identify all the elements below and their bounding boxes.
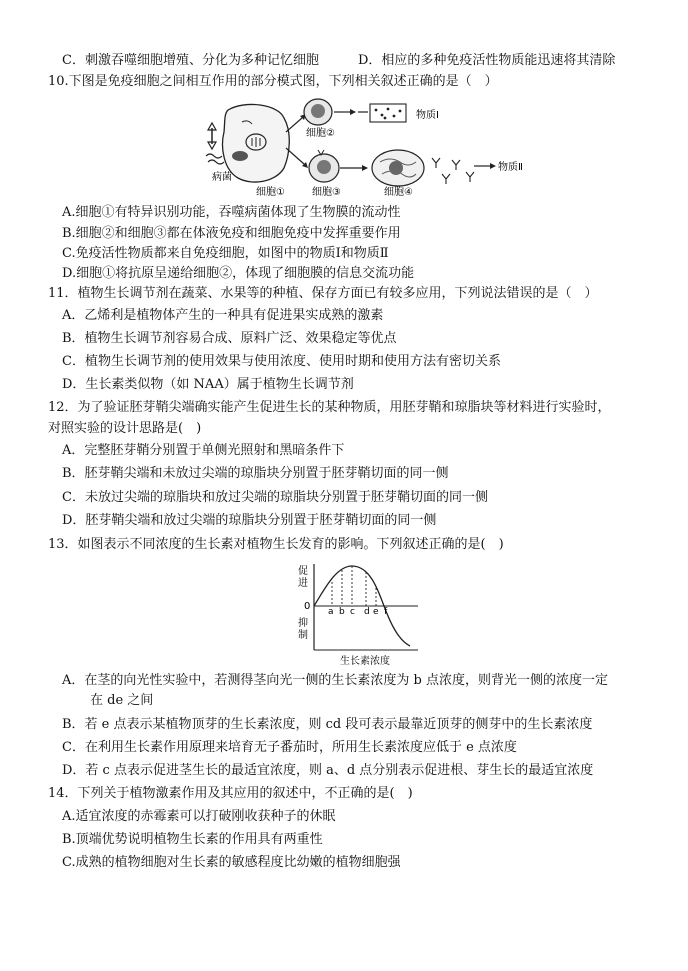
q12-option-d: D．胚芽鞘尖端和放过尖端的琼脂块分别置于胚芽鞘切面的同一侧 (62, 513, 437, 528)
point-c: c (350, 607, 355, 617)
q14-option-a: A.适宜浓度的赤霉素可以打破刚收获种子的休眠 (62, 809, 336, 824)
q10-stem: 10.下图是免疫细胞之间相互作用的部分模式图，下列相关叙述正确的是（ ） (48, 74, 498, 89)
y-label-promote-2: 进 (298, 578, 308, 589)
q11-option-d: D．生长素类似物（如 NAA）属于植物生长调节剂 (62, 377, 354, 392)
q13-option-d: D．若 c 点表示促进茎生长的最适宜浓度，则 a、d 点分别表示促进根、芽生长的最适宜浓度 (62, 763, 594, 778)
q12-option-b: B．胚芽鞘尖端和未放过尖端的琼脂块分别置于胚芽鞘切面的同一侧 (62, 466, 449, 481)
auxin-response-graph (290, 562, 430, 670)
cell-1-macrophage (223, 104, 290, 182)
q13-stem: 13．如图表示不同浓度的生长素对植物生长发育的影响。下列叙述正确的是( ) (48, 537, 504, 552)
point-e: e (373, 607, 379, 617)
q13-option-a-line-1: A．在茎的向光性实验中，若测得茎向光一侧的生长素浓度为 b 点浓度，则背光一侧的浓度一定 (62, 673, 608, 688)
y-zero-label: 0 (304, 601, 311, 612)
q13-option-b: B．若 e 点表示某植物顶芽的生长素浓度，则 cd 段可表示最靠近顶芽的侧芽中的生长素浓度 (62, 717, 593, 732)
point-d: d (364, 607, 370, 617)
label-bacteria: 病菌 (212, 172, 232, 183)
q11-option-a: A．乙烯利是植物体产生的一种具有促进果实成熟的激素 (62, 308, 384, 323)
point-a: a (328, 607, 334, 617)
q10-option-d: D.细胞①将抗原呈递给细胞②，体现了细胞膜的信息交流功能 (62, 266, 415, 281)
q14-stem: 14．下列关于植物激素作用及其应用的叙述中，不正确的是( ) (48, 786, 413, 801)
q9-option-c: C．刺激吞噬细胞增殖、分化为多种记忆细胞 (62, 53, 319, 68)
cell-2 (304, 99, 332, 125)
substance-1-box (370, 104, 406, 122)
y-label-promote-1: 促 (298, 566, 308, 577)
q11-stem: 11．植物生长调节剂在蔬菜、水果等的种植、保存方面已有较多应用，下列说法错误的是（ ） (48, 286, 598, 301)
bacteria-icon (206, 154, 224, 164)
q11-option-c: C．植物生长调节剂的使用效果与使用浓度、使用时期和使用方法有密切关系 (62, 354, 501, 369)
label-cell-1: 细胞① (256, 187, 285, 198)
label-cell-2: 细胞② (306, 128, 335, 139)
immune-cell-diagram (200, 96, 530, 198)
q13-option-c: C．在利用生长素作用原理来培育无子番茄时，所用生长素浓度应低于 e 点浓度 (62, 740, 517, 755)
label-substance-1: 物质Ⅰ (416, 110, 439, 121)
q14-option-b: B.顶端优势说明植物生长素的作用具有两重性 (62, 832, 323, 847)
point-f: f (384, 607, 388, 617)
q14-option-c: C.成熟的植物细胞对生长素的敏感程度比幼嫩的植物细胞强 (62, 855, 401, 870)
y-label-inhibit-2: 制 (298, 630, 308, 641)
label-cell-3: 细胞③ (312, 187, 341, 198)
q10-option-a: A.细胞①有特异识别功能，吞噬病菌体现了生物膜的流动性 (62, 205, 401, 220)
label-substance-2: 物质Ⅱ (498, 162, 523, 173)
q10-option-b: B.细胞②和细胞③都在体液免疫和细胞免疫中发挥重要作用 (62, 226, 401, 241)
q13-option-a-line-2: 在 de 之间 (90, 693, 154, 708)
q11-option-b: B．植物生长调节剂容易合成、原料广泛、效果稳定等优点 (62, 331, 397, 346)
q12-option-a: A．完整胚芽鞘分别置于单侧光照射和黑暗条件下 (62, 443, 345, 458)
y-label-inhibit-1: 抑 (298, 618, 308, 629)
antibody-icons (432, 158, 474, 184)
q10-option-c: C.免疫活性物质都来自免疫细胞，如图中的物质Ⅰ和物质Ⅱ (62, 246, 389, 261)
updown-arrow-icon (208, 123, 216, 149)
label-cell-4: 细胞④ (384, 187, 413, 198)
cell-4 (372, 150, 424, 186)
q9-option-d: D．相应的多种免疫活性物质能迅速将其清除 (358, 53, 616, 68)
x-axis-label: 生长素浓度 (340, 656, 390, 667)
cell-3 (309, 150, 339, 182)
q12-stem-line-1: 12．为了验证胚芽鞘尖端确实能产生促进生长的某种物质，用胚芽鞘和琼脂块等材料进行实验时， (48, 400, 611, 415)
q12-stem-line-2: 对照实验的设计思路是( ) (48, 421, 202, 436)
point-b: b (339, 607, 345, 617)
q12-option-c: C．未放过尖端的琼脂块和放过尖端的琼脂块分别置于胚芽鞘切面的同一侧 (62, 490, 488, 505)
